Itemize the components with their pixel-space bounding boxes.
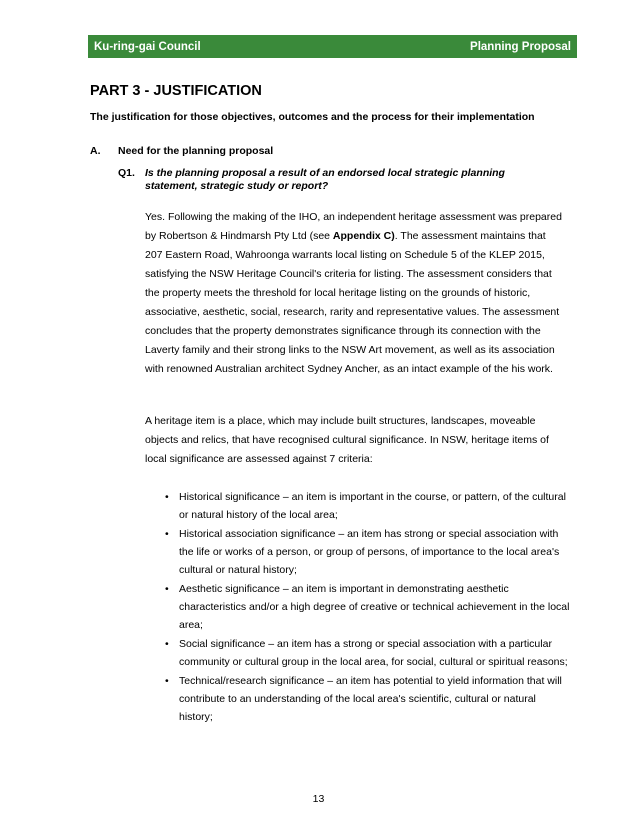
list-item bbox=[145, 635, 570, 671]
answer-paragraph bbox=[145, 208, 565, 379]
list-item bbox=[145, 672, 570, 726]
criterion-text: Historical significance – an item is important in the course, or pattern, of the cultural or natural history of the local area; bbox=[179, 491, 566, 521]
list-item bbox=[145, 488, 570, 524]
criterion-text: Historical association significance – an item has strong or special association with the life or works of a person, or group of persons, of importance to the local area's cultural or natural history; bbox=[179, 528, 560, 576]
criterion-text: Aesthetic significance – an item is important in demonstrating aesthetic characteristics and/or a high degree of creative or technical achievement in the local area; bbox=[179, 583, 570, 631]
section-number: A. bbox=[90, 145, 101, 157]
part-title: PART 3 - JUSTIFICATION bbox=[90, 83, 262, 99]
criterion-text: Social significance – an item has a strong or special association with a particular community or cultural group in the local area, for social, cultural or spiritual reasons; bbox=[179, 638, 568, 668]
bullet-icon: • bbox=[165, 528, 169, 540]
criteria-list bbox=[145, 488, 570, 727]
question-1 bbox=[118, 167, 538, 193]
section-title: Need for the planning proposal bbox=[118, 145, 274, 157]
bullet-icon: • bbox=[165, 638, 169, 650]
bullet-icon: • bbox=[165, 583, 169, 595]
answer-text-rest: . The assessment maintains that 207 Eastern Road, Wahroonga warrants local listing on Schedule 5 of the KLEP 2015, satisfying the NSW Heritage Council's criteria for listing. The assessment considers that the property meets the threshold for local heritage listing on the grounds of historic, associative, aesthetic, social, research, rarity and representative values. The assessment concludes that the property demonstrates significance through its connection with the Laverty family and their strong links to the NSW Art movement, as well as its association with renowned Australian architect Sydney Ancher, as an intact example of the his work. bbox=[145, 230, 560, 375]
question-text: Is the planning proposal a result of an endorsed local strategic planning statement, strategic study or report? bbox=[145, 167, 505, 192]
bullet-icon: • bbox=[165, 491, 169, 503]
section-subtitle: The justification for those objectives, outcomes and the process for their implementation bbox=[90, 111, 535, 123]
answer-text-start: Yes. Following the making of the IHO, an independent heritage assessment was prepared by Robertson & Hindmarsh Pty Ltd (see bbox=[145, 211, 562, 242]
header-council-name: Ku-ring-gai Council bbox=[94, 40, 201, 53]
page-number: 13 bbox=[312, 793, 325, 805]
list-item bbox=[145, 580, 570, 634]
section-heading-a bbox=[90, 145, 273, 157]
appendix-reference: Appendix C) bbox=[332, 230, 395, 242]
bullet-icon: • bbox=[165, 675, 169, 687]
header-document-type: Planning Proposal bbox=[470, 40, 571, 53]
heritage-intro-paragraph: A heritage item is a place, which may include built structures, landscapes, moveable objects and relics, that have recognised cultural significance. In NSW, heritage items of local significance are assessed against 7 criteria: bbox=[145, 415, 549, 465]
question-number: Q1. bbox=[118, 167, 135, 179]
page-header bbox=[88, 35, 577, 58]
criterion-text: Technical/research significance – an item has potential to yield information that will contribute to an understanding of the local area's scientific, cultural or natural history; bbox=[179, 675, 562, 723]
list-item bbox=[145, 525, 570, 579]
